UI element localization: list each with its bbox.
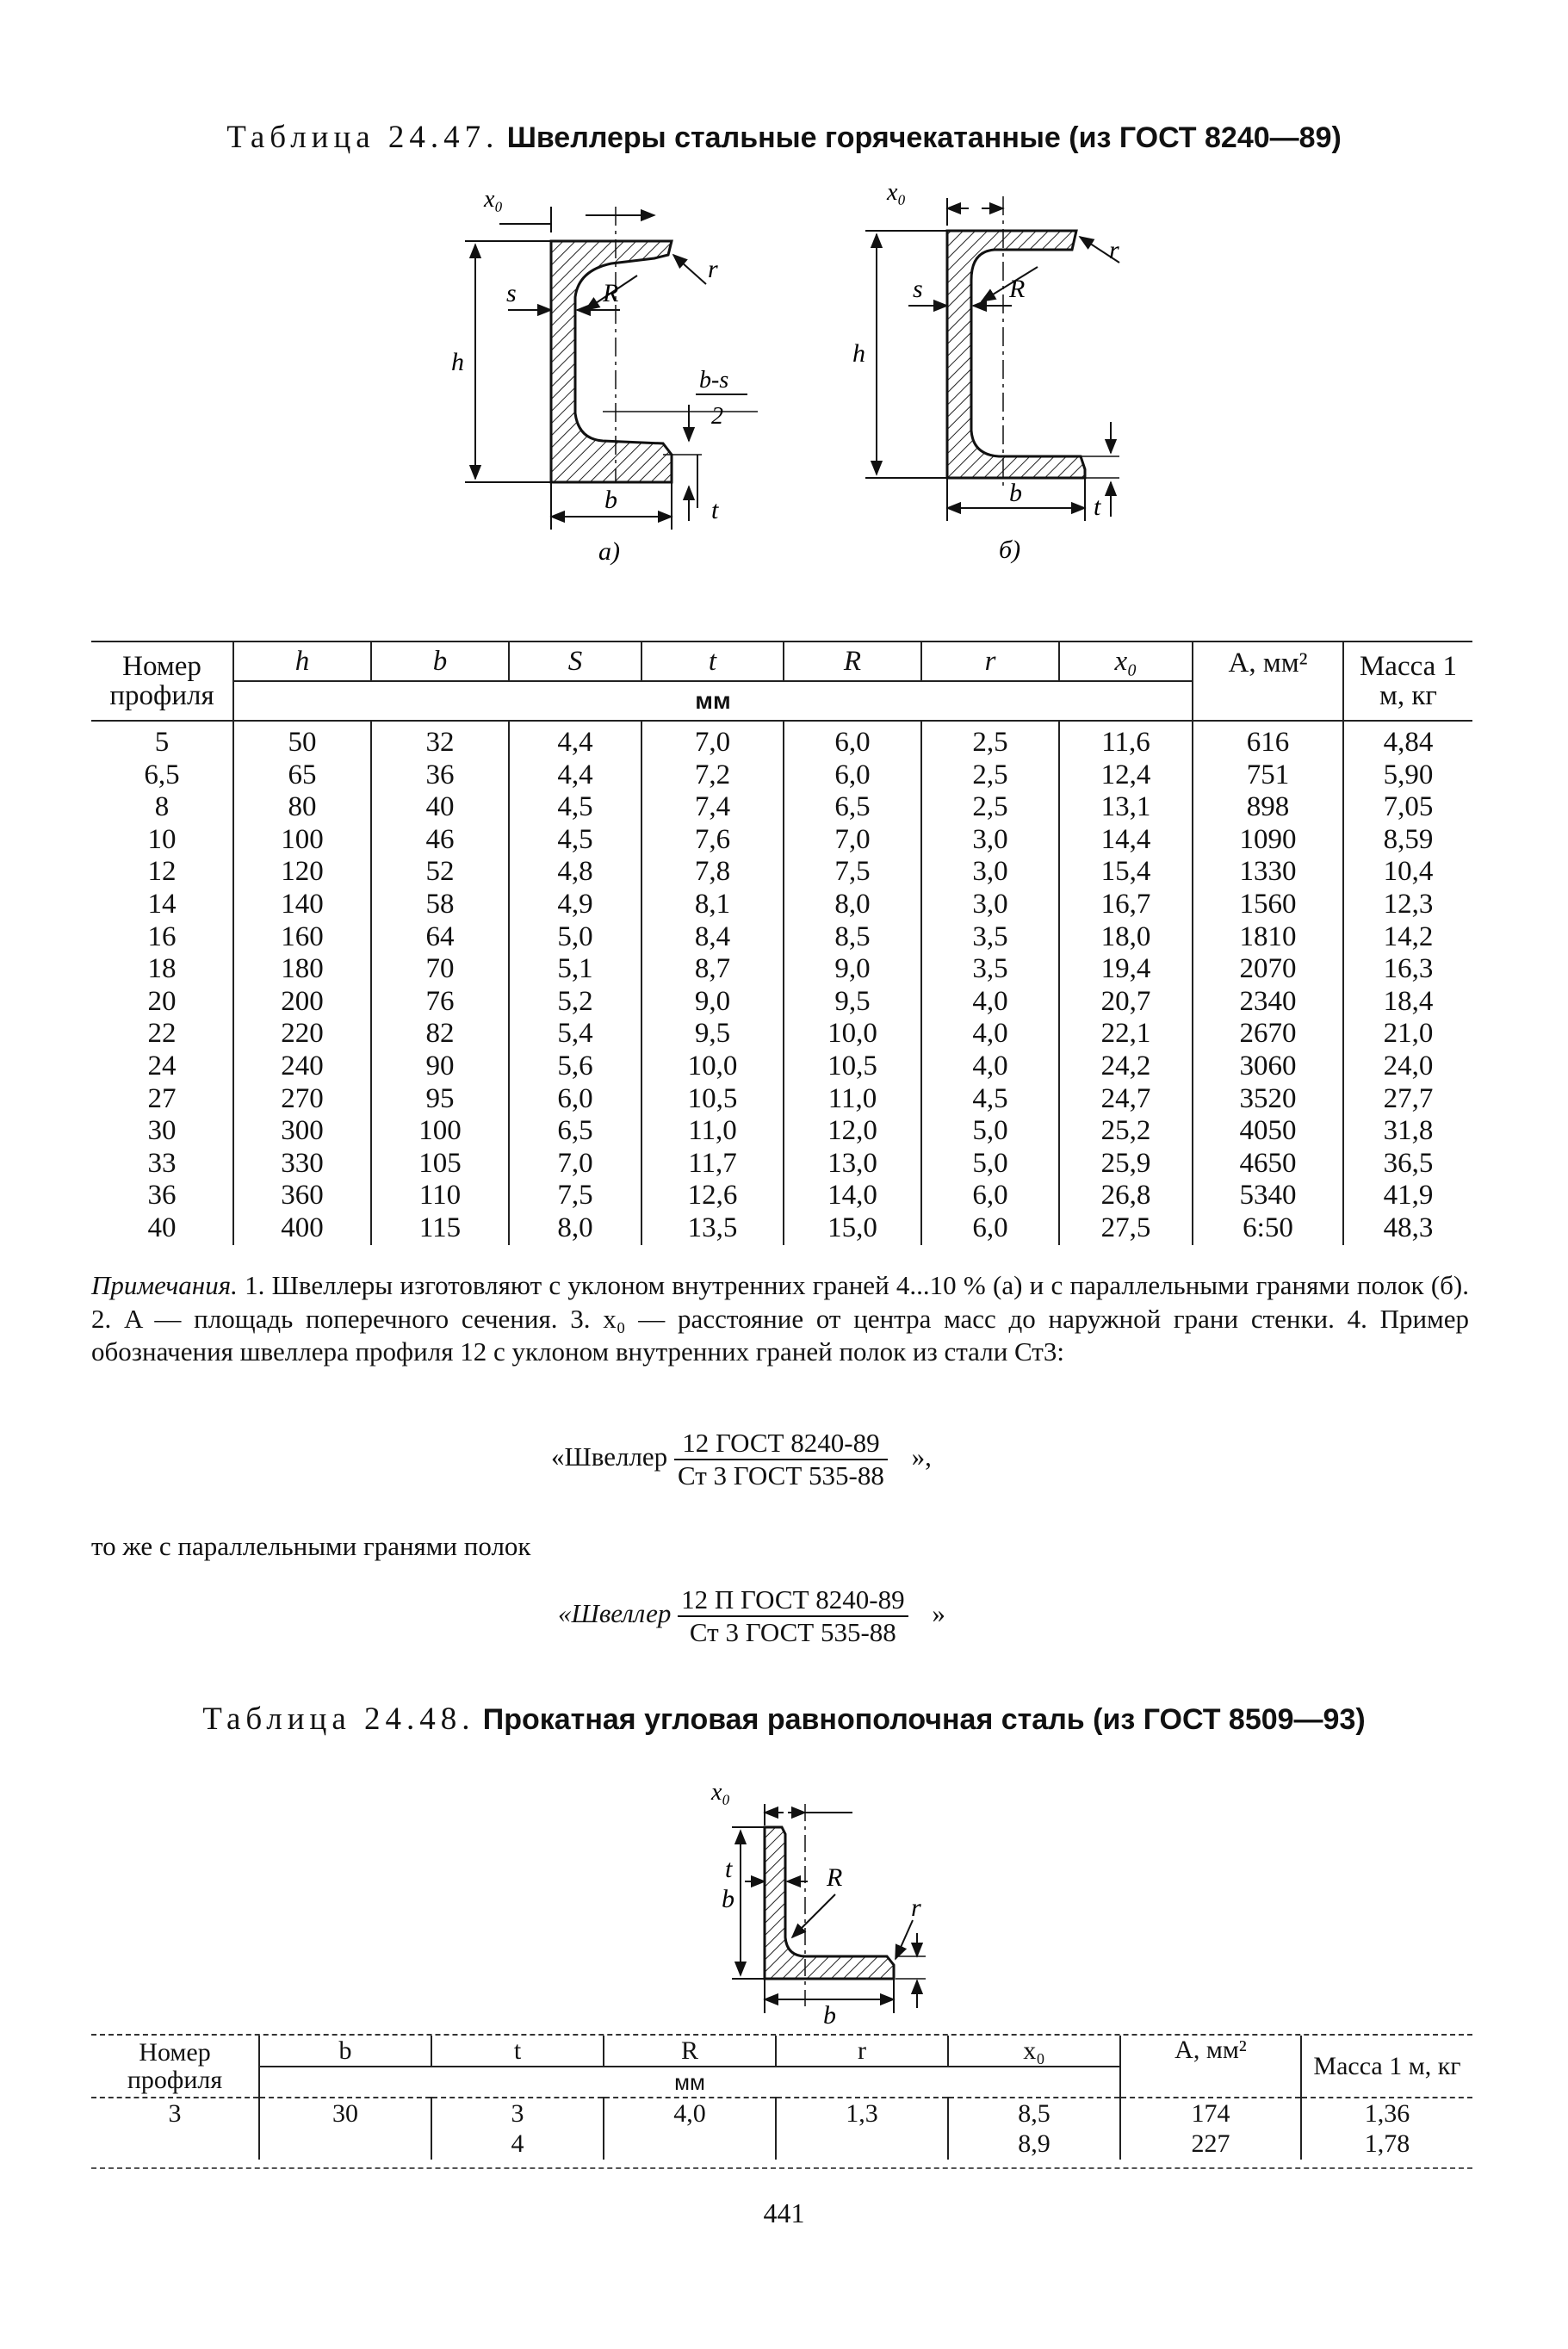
table-row bbox=[91, 824, 1472, 857]
table-cell: 25,2 bbox=[1059, 1115, 1193, 1148]
table-cell: 12,0 bbox=[784, 1115, 921, 1148]
table-cell: 400 bbox=[233, 1212, 371, 1245]
table-row bbox=[91, 2129, 1472, 2160]
table-cell: 32 bbox=[371, 721, 509, 759]
table-row bbox=[91, 1018, 1472, 1051]
table-cell: 14 bbox=[147, 888, 177, 920]
table-cell: 7,6 bbox=[641, 824, 784, 857]
page-number: 441 bbox=[763, 2197, 805, 2228]
table-cell: 3,0 bbox=[921, 889, 1059, 921]
table-row bbox=[91, 1212, 1472, 1245]
table-cell: 7,4 bbox=[641, 791, 784, 824]
table-cell: 6,5 bbox=[509, 1115, 641, 1148]
table-cell: 46 bbox=[371, 824, 509, 857]
table-cell: 8,4 bbox=[641, 921, 784, 954]
table-cell: 220 bbox=[233, 1018, 371, 1051]
table-cell: 227 bbox=[1120, 2129, 1301, 2160]
angle-b-bottom: b bbox=[823, 2001, 836, 2030]
table-cell: 12,3 bbox=[1343, 889, 1472, 921]
table-cell: 5,1 bbox=[509, 953, 641, 986]
angle-r-big: R bbox=[827, 1863, 843, 1892]
table-cell: 8,1 bbox=[641, 889, 784, 921]
table-cell: 16,3 bbox=[1343, 953, 1472, 986]
channel-a-bs-num: b-s bbox=[699, 367, 729, 394]
table-cell: 100 bbox=[233, 824, 371, 857]
table-cell bbox=[604, 2129, 776, 2160]
table-cell: 8,59 bbox=[1343, 824, 1472, 857]
table-cell: 160 bbox=[233, 921, 371, 954]
table-cell: 10,5 bbox=[784, 1051, 921, 1083]
formula-2-den: Ст 3 ГОСТ 535-88 bbox=[689, 1617, 896, 1647]
formula-1-den: Ст 3 ГОСТ 535-88 bbox=[677, 1460, 884, 1491]
t1-header-profile: Номер профиля bbox=[91, 642, 233, 721]
table-cell: 20,7 bbox=[1059, 986, 1193, 1019]
table-cell: 33 bbox=[147, 1147, 177, 1179]
table-cell: 6,0 bbox=[509, 1083, 641, 1116]
table-cell: 25,9 bbox=[1059, 1148, 1193, 1181]
table2-bottom-rule bbox=[91, 2167, 1472, 2169]
formula-2-prefix: «Швеллер bbox=[558, 1598, 672, 1629]
table1 bbox=[91, 642, 1472, 1245]
table-cell: 6:50 bbox=[1193, 1212, 1343, 1245]
table-cell: 80 bbox=[233, 791, 371, 824]
table-cell: 22,1 bbox=[1059, 1018, 1193, 1051]
table-cell: 14,4 bbox=[1059, 824, 1193, 857]
table-cell: 200 bbox=[233, 986, 371, 1019]
table2-caption bbox=[0, 1701, 1568, 1738]
table-cell: 3,5 bbox=[921, 953, 1059, 986]
t2-header-b: b bbox=[259, 2036, 431, 2067]
table-cell: 2670 bbox=[1193, 1018, 1343, 1051]
formula-1 bbox=[551, 1428, 932, 1491]
formula-1-fraction bbox=[674, 1428, 888, 1491]
table-cell: 360 bbox=[233, 1180, 371, 1212]
table-cell: 4,84 bbox=[1343, 721, 1472, 759]
channel-b-r-small: r bbox=[1109, 236, 1119, 264]
channel-a-r-small: r bbox=[708, 255, 718, 283]
formula-2-suffix: » bbox=[932, 1598, 945, 1629]
t1-header-h: h bbox=[233, 642, 371, 681]
table-cell: 2070 bbox=[1193, 953, 1343, 986]
table-cell: 8 bbox=[154, 791, 170, 823]
table-cell: 27 bbox=[147, 1082, 177, 1114]
table-cell: 140 bbox=[233, 889, 371, 921]
channel-b-t: t bbox=[1094, 493, 1101, 521]
notes-text: 1. Швеллеры изготовляют с уклоном внутренних граней 4...10 % (а) и с параллельными гранями полок (б). 2. A — площадь поперечного сечения. 3. x₀ — расстояние от центра масс до наружной грани стенки. 4. Пример обозначения швеллера профиля 12 с уклоном внутренних граней полок из стали Ст3: bbox=[91, 1270, 1469, 1367]
table-cell: 50 bbox=[233, 721, 371, 759]
t1-header-r: r bbox=[921, 642, 1059, 681]
notes-label: Примечания. bbox=[91, 1270, 238, 1300]
table-cell: 10 bbox=[147, 823, 177, 855]
table-cell: 30 bbox=[147, 1115, 177, 1147]
formula-1-prefix: «Швеллер bbox=[551, 1441, 668, 1472]
table-cell: 48,3 bbox=[1343, 1212, 1472, 1245]
table-cell: 12 bbox=[147, 856, 177, 888]
table-cell: 2,5 bbox=[921, 721, 1059, 759]
channel-b-r-big: R bbox=[1009, 275, 1026, 303]
t2-header-R: R bbox=[604, 2036, 776, 2067]
t1-header-t: t bbox=[641, 642, 784, 681]
t1-header-area: A, мм² bbox=[1193, 642, 1343, 721]
channel-b-h: h bbox=[852, 339, 865, 368]
table-cell: 5340 bbox=[1193, 1180, 1343, 1212]
channel-a-h: h bbox=[451, 348, 464, 376]
t2-header-profile: Номер профиля bbox=[91, 2036, 259, 2098]
channel-b-x0: x₀ bbox=[887, 179, 907, 206]
table-cell: 4,0 bbox=[604, 2098, 776, 2129]
t1-header-x0: x₀ bbox=[1059, 642, 1193, 681]
figure-label-a: а) bbox=[598, 537, 620, 566]
table-cell: 18 bbox=[147, 953, 177, 985]
table-cell: 3 bbox=[168, 2098, 182, 2128]
table-row bbox=[91, 791, 1472, 824]
table-row bbox=[91, 1083, 1472, 1116]
table-cell: 5 bbox=[154, 727, 170, 758]
table-cell: 90 bbox=[371, 1051, 509, 1083]
table-cell: 10,5 bbox=[641, 1083, 784, 1116]
table-cell: 4 bbox=[431, 2129, 604, 2160]
table-cell: 4,5 bbox=[509, 824, 641, 857]
t2-header-x0: x₀ bbox=[948, 2036, 1120, 2067]
table-cell: 8,0 bbox=[509, 1212, 641, 1245]
table-cell: 1330 bbox=[1193, 856, 1343, 889]
table-cell: 330 bbox=[233, 1148, 371, 1181]
table-cell: 95 bbox=[371, 1083, 509, 1116]
table-cell: 8,7 bbox=[641, 953, 784, 986]
channel-a-b: b bbox=[604, 486, 617, 514]
table-cell: 13,1 bbox=[1059, 791, 1193, 824]
formula-1-suffix: », bbox=[911, 1441, 932, 1472]
table-cell: 4,4 bbox=[509, 759, 641, 792]
table-cell: 4050 bbox=[1193, 1115, 1343, 1148]
table-cell: 4650 bbox=[1193, 1148, 1343, 1181]
table-cell: 7,05 bbox=[1343, 791, 1472, 824]
table-cell: 2,5 bbox=[921, 759, 1059, 792]
table-cell: 6,5 bbox=[144, 759, 180, 790]
table2-title: Прокатная угловая равнополочная сталь (из ГОСТ 8509—93) bbox=[482, 1703, 1366, 1736]
table-row bbox=[91, 721, 1472, 759]
table-cell: 5,6 bbox=[509, 1051, 641, 1083]
t2-header-area: A, мм² bbox=[1120, 2036, 1301, 2098]
t2-header-mass: Масса 1 м, кг bbox=[1301, 2036, 1472, 2098]
channel-drawing-b bbox=[852, 179, 1119, 564]
angle-x0: x₀ bbox=[711, 1779, 731, 1806]
table-cell: 270 bbox=[233, 1083, 371, 1116]
table-cell: 3520 bbox=[1193, 1083, 1343, 1116]
table-cell: 1090 bbox=[1193, 824, 1343, 857]
table-cell: 4,8 bbox=[509, 856, 641, 889]
table-cell: 7,8 bbox=[641, 856, 784, 889]
table-cell: 1560 bbox=[1193, 889, 1343, 921]
table-cell: 8,0 bbox=[784, 889, 921, 921]
table-cell bbox=[776, 2129, 948, 2160]
figure-label-b: б) bbox=[999, 536, 1021, 564]
table-cell: 4,5 bbox=[921, 1083, 1059, 1116]
table-cell: 11,0 bbox=[784, 1083, 921, 1116]
table-cell: 5,2 bbox=[509, 986, 641, 1019]
notes-between: то же с параллельными гранями полок bbox=[91, 1531, 531, 1561]
table-cell: 14,0 bbox=[784, 1180, 921, 1212]
table-row bbox=[91, 856, 1472, 889]
channel-a-t: t bbox=[711, 496, 719, 524]
table-cell: 174 bbox=[1120, 2098, 1301, 2129]
table-cell: 70 bbox=[371, 953, 509, 986]
table-cell: 7,2 bbox=[641, 759, 784, 792]
table-cell: 8,5 bbox=[784, 921, 921, 954]
notes-paragraph bbox=[91, 1269, 1469, 1369]
table-cell: 9,0 bbox=[641, 986, 784, 1019]
table-cell: 36 bbox=[147, 1180, 177, 1212]
t2-header-r: r bbox=[776, 2036, 948, 2067]
table-row bbox=[91, 2098, 1472, 2129]
table-cell: 4,4 bbox=[509, 721, 641, 759]
table-cell: 2,5 bbox=[921, 791, 1059, 824]
table-cell: 13,5 bbox=[641, 1212, 784, 1245]
table-cell: 65 bbox=[233, 759, 371, 792]
table2-body bbox=[91, 2098, 1472, 2160]
table-cell: 110 bbox=[371, 1180, 509, 1212]
table-cell: 1810 bbox=[1193, 921, 1343, 954]
table-cell: 40 bbox=[371, 791, 509, 824]
table-cell: 240 bbox=[233, 1051, 371, 1083]
table-row bbox=[91, 1115, 1472, 1148]
table-cell: 1,3 bbox=[776, 2098, 948, 2129]
table-cell: 31,8 bbox=[1343, 1115, 1472, 1148]
channel-a-bs-den: 2 bbox=[711, 403, 723, 430]
table-cell: 76 bbox=[371, 986, 509, 1019]
table-cell: 30 bbox=[259, 2098, 431, 2129]
table-cell: 3,0 bbox=[921, 856, 1059, 889]
table-cell: 22 bbox=[147, 1018, 177, 1050]
table-cell: 4,0 bbox=[921, 1051, 1059, 1083]
table-cell: 24,0 bbox=[1343, 1051, 1472, 1083]
t1-header-S: S bbox=[509, 642, 641, 681]
angle-drawing bbox=[654, 1765, 964, 2032]
table-cell bbox=[259, 2129, 431, 2160]
table-cell: 7,5 bbox=[784, 856, 921, 889]
table1-body bbox=[91, 721, 1472, 1245]
table-cell: 24,7 bbox=[1059, 1083, 1193, 1116]
table-cell: 751 bbox=[1193, 759, 1343, 792]
table-cell: 16,7 bbox=[1059, 889, 1193, 921]
table-cell: 24 bbox=[147, 1050, 177, 1082]
channel-a-x0: x₀ bbox=[484, 186, 504, 213]
channel-b-b: b bbox=[1009, 479, 1022, 507]
table-row bbox=[91, 921, 1472, 954]
table-cell: 8,9 bbox=[948, 2129, 1120, 2160]
table-cell: 5,4 bbox=[509, 1018, 641, 1051]
table-cell: 13,0 bbox=[784, 1148, 921, 1181]
t1-header-b: b bbox=[371, 642, 509, 681]
t1-header-mass: Масса 1 м, кг bbox=[1343, 642, 1472, 721]
table-cell: 10,0 bbox=[641, 1051, 784, 1083]
table2 bbox=[91, 2036, 1472, 2160]
table-cell: 40 bbox=[147, 1212, 177, 1243]
table-row bbox=[91, 759, 1472, 792]
table-cell: 4,5 bbox=[509, 791, 641, 824]
table-cell: 6,5 bbox=[784, 791, 921, 824]
formula-2 bbox=[558, 1584, 945, 1648]
angle-r-small: r bbox=[911, 1893, 921, 1922]
table-row bbox=[91, 889, 1472, 921]
channel-a-r-big: R bbox=[603, 279, 619, 307]
channel-b-shape bbox=[947, 231, 1085, 478]
table-cell: 105 bbox=[371, 1148, 509, 1181]
table-cell: 6,0 bbox=[784, 759, 921, 792]
table-cell: 9,0 bbox=[784, 953, 921, 986]
table-cell: 4,9 bbox=[509, 889, 641, 921]
table-cell: 24,2 bbox=[1059, 1051, 1193, 1083]
table-cell: 21,0 bbox=[1343, 1018, 1472, 1051]
table-cell: 3060 bbox=[1193, 1051, 1343, 1083]
channel-a-shape bbox=[551, 241, 672, 482]
table-cell: 120 bbox=[233, 856, 371, 889]
table-cell: 115 bbox=[371, 1212, 509, 1245]
table-cell: 9,5 bbox=[784, 986, 921, 1019]
t2-header-units: мм bbox=[259, 2067, 1120, 2098]
table-cell: 5,0 bbox=[921, 1148, 1059, 1181]
table-cell: 3,0 bbox=[921, 824, 1059, 857]
angle-t: t bbox=[725, 1855, 733, 1883]
table-cell: 300 bbox=[233, 1115, 371, 1148]
formula-2-fraction bbox=[678, 1584, 908, 1648]
formula-2-num: 12 П ГОСТ 8240-89 bbox=[678, 1584, 908, 1617]
table-cell: 12,4 bbox=[1059, 759, 1193, 792]
angle-b-side: b bbox=[722, 1885, 734, 1913]
table1-label: Таблица 24.47. bbox=[226, 120, 499, 155]
table-cell: 11,6 bbox=[1059, 721, 1193, 759]
table-cell: 58 bbox=[371, 889, 509, 921]
table-cell: 5,90 bbox=[1343, 759, 1472, 792]
channel-drawing-a bbox=[451, 186, 758, 566]
table-cell: 6,0 bbox=[921, 1180, 1059, 1212]
table-cell: 16 bbox=[147, 920, 177, 952]
formula-1-num: 12 ГОСТ 8240-89 bbox=[674, 1428, 888, 1460]
table-cell: 20 bbox=[147, 985, 177, 1017]
table-cell: 10,4 bbox=[1343, 856, 1472, 889]
table-row bbox=[91, 986, 1472, 1019]
table-row bbox=[91, 1051, 1472, 1083]
table-cell: 27,7 bbox=[1343, 1083, 1472, 1116]
angle-shape bbox=[765, 1827, 894, 1979]
table-cell: 52 bbox=[371, 856, 509, 889]
t1-header-units: мм bbox=[233, 681, 1193, 721]
table-cell: 898 bbox=[1193, 791, 1343, 824]
table-cell: 7,0 bbox=[641, 721, 784, 759]
table-cell: 5,0 bbox=[509, 921, 641, 954]
table-cell: 616 bbox=[1193, 721, 1343, 759]
table-cell: 100 bbox=[371, 1115, 509, 1148]
table-cell: 1,78 bbox=[1301, 2129, 1472, 2160]
table-cell: 3,5 bbox=[921, 921, 1059, 954]
t1-header-R: R bbox=[784, 642, 921, 681]
table-cell: 27,5 bbox=[1059, 1212, 1193, 1245]
table-cell: 19,4 bbox=[1059, 953, 1193, 986]
table-cell: 18,4 bbox=[1343, 986, 1472, 1019]
table-cell: 11,7 bbox=[641, 1148, 784, 1181]
table-cell: 15,0 bbox=[784, 1212, 921, 1245]
table-cell: 64 bbox=[371, 921, 509, 954]
table-cell: 7,0 bbox=[509, 1148, 641, 1181]
channel-drawings bbox=[0, 0, 1568, 594]
table2-label: Таблица 24.48. bbox=[202, 1701, 475, 1737]
table-cell: 7,0 bbox=[784, 824, 921, 857]
table-cell: 36,5 bbox=[1343, 1148, 1472, 1181]
table-cell bbox=[91, 2129, 259, 2160]
table-cell: 12,6 bbox=[641, 1180, 784, 1212]
t2-header-t: t bbox=[431, 2036, 604, 2067]
channel-a-s: s bbox=[506, 279, 517, 307]
table-cell: 82 bbox=[371, 1018, 509, 1051]
table-cell: 6,0 bbox=[921, 1212, 1059, 1245]
table1-title: Швеллеры стальные горячекатанные (из ГОСТ 8240—89) bbox=[506, 121, 1342, 154]
table-cell: 4,0 bbox=[921, 1018, 1059, 1051]
table-cell: 14,2 bbox=[1343, 921, 1472, 954]
table-cell: 5,0 bbox=[921, 1115, 1059, 1148]
table-cell: 2340 bbox=[1193, 986, 1343, 1019]
table-cell: 180 bbox=[233, 953, 371, 986]
table-cell: 18,0 bbox=[1059, 921, 1193, 954]
table-cell: 6,0 bbox=[784, 721, 921, 759]
table-row bbox=[91, 1180, 1472, 1212]
table-cell: 10,0 bbox=[784, 1018, 921, 1051]
table-cell: 1,36 bbox=[1301, 2098, 1472, 2129]
table-cell: 4,0 bbox=[921, 986, 1059, 1019]
table-cell: 7,5 bbox=[509, 1180, 641, 1212]
table-row bbox=[91, 1148, 1472, 1181]
table-cell: 36 bbox=[371, 759, 509, 792]
channel-b-s: s bbox=[913, 275, 923, 303]
table-cell: 11,0 bbox=[641, 1115, 784, 1148]
table-cell: 15,4 bbox=[1059, 856, 1193, 889]
table-row bbox=[91, 953, 1472, 986]
table-cell: 9,5 bbox=[641, 1018, 784, 1051]
table-cell: 8,5 bbox=[948, 2098, 1120, 2129]
table-cell: 3 bbox=[431, 2098, 604, 2129]
table-cell: 41,9 bbox=[1343, 1180, 1472, 1212]
table-cell: 26,8 bbox=[1059, 1180, 1193, 1212]
